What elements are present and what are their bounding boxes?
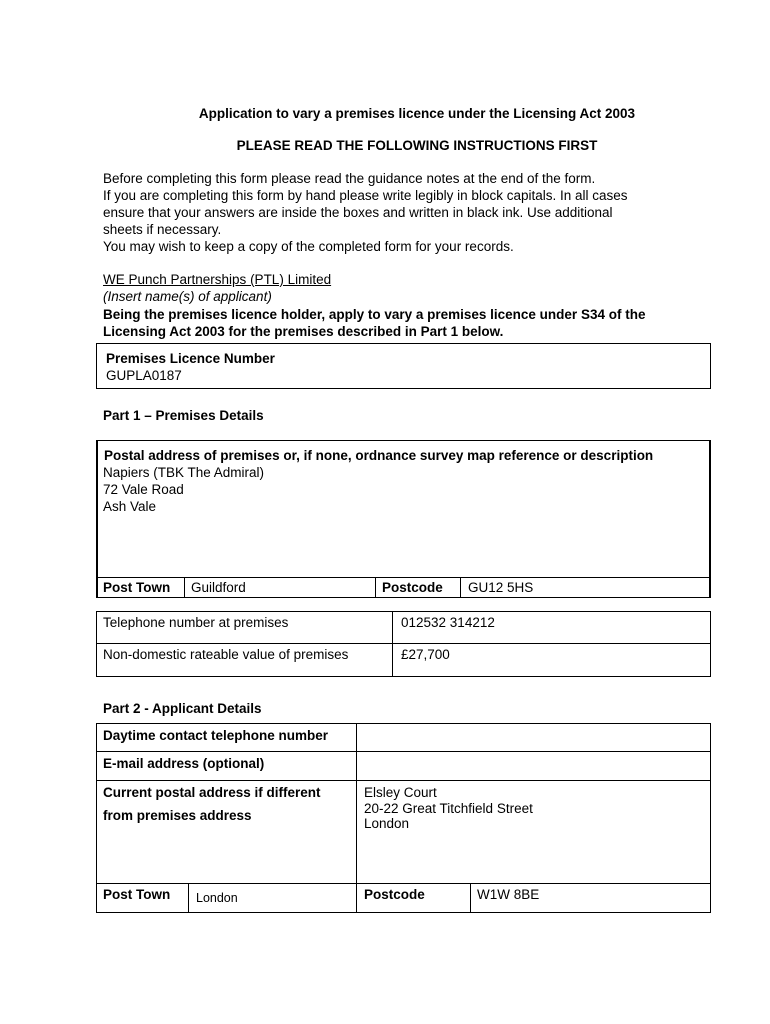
address-line: Ash Vale (103, 499, 157, 514)
licence-number-box (96, 343, 711, 389)
declaration-line: Being the premises licence holder, apply to vary a premises licence under S34 of the (103, 307, 646, 322)
rateable-value-field[interactable]: £27,700 (401, 647, 450, 662)
declaration (103, 306, 645, 340)
post-town-field[interactable]: Guildford (191, 580, 246, 595)
applicant-post-town-field[interactable]: London (196, 891, 238, 905)
divider (184, 577, 185, 598)
licence-number-label: Premises Licence Number (106, 351, 275, 366)
telephone-label: Telephone number at premises (103, 615, 289, 630)
postcode-label: Postcode (382, 580, 443, 595)
applicant-postcode-label: Postcode (364, 887, 425, 902)
divider (96, 751, 711, 752)
divider (375, 577, 376, 598)
address-line: Elsley Court (364, 785, 437, 800)
rateable-value-label: Non-domestic rateable value of premises (103, 647, 349, 662)
current-address-label: from premises address (103, 808, 252, 823)
current-address-label: Current postal address if different (103, 785, 321, 800)
declaration-line: Licensing Act 2003 for the premises described in Part 1 below. (103, 324, 504, 339)
post-town-label: Post Town (103, 580, 171, 595)
instruction-line: You may wish to keep a copy of the completed form for your records. (103, 239, 514, 254)
daytime-phone-label: Daytime contact telephone number (103, 728, 329, 743)
address-line: London (364, 816, 410, 831)
premises-address-label: Postal address of premises or, if none, ordnance survey map reference or description (104, 448, 654, 463)
divider (392, 611, 393, 677)
instruction-line: sheets if necessary. (103, 222, 222, 237)
applicant-post-town-label: Post Town (103, 887, 171, 902)
premises-address-field[interactable] (103, 464, 264, 515)
part1-heading: Part 1 – Premises Details (103, 408, 264, 423)
part2-heading: Part 2 - Applicant Details (103, 701, 262, 716)
divider (188, 883, 189, 913)
applicant-name[interactable]: WE Punch Partnerships (PTL) Limited (103, 272, 332, 287)
divider (96, 643, 711, 644)
divider (356, 723, 357, 913)
applicant-name-hint: (Insert name(s) of applicant) (103, 289, 272, 304)
current-address-field[interactable] (364, 785, 533, 832)
email-label: E-mail address (optional) (103, 756, 265, 771)
email-field[interactable] (364, 756, 704, 773)
instructions-heading: PLEASE READ THE FOLLOWING INSTRUCTIONS FIRST (236, 138, 598, 153)
instruction-line: Before completing this form please read the guidance notes at the end of the form. (103, 171, 596, 186)
daytime-phone-field[interactable] (364, 728, 704, 745)
form-title: Application to vary a premises licence under the Licensing Act 2003 (198, 106, 636, 121)
telephone-field[interactable]: 012532 314212 (401, 615, 495, 630)
applicant-postcode-field[interactable]: W1W 8BE (477, 887, 540, 902)
address-line: Napiers (TBK The Admiral) (103, 465, 265, 480)
divider (96, 577, 711, 578)
instruction-line: ensure that your answers are inside the boxes and written in black ink. Use additional (103, 205, 613, 220)
divider (460, 577, 461, 598)
licence-number-field[interactable]: GUPLA0187 (106, 368, 182, 383)
address-line: 72 Vale Road (103, 482, 184, 497)
address-line: 20-22 Great Titchfield Street (364, 800, 533, 816)
instruction-line: If you are completing this form by hand please write legibly in block capitals. In all cases (103, 188, 628, 203)
divider (470, 883, 471, 913)
postcode-field[interactable]: GU12 5HS (468, 580, 534, 595)
divider (96, 780, 711, 781)
instructions-text (103, 170, 703, 255)
